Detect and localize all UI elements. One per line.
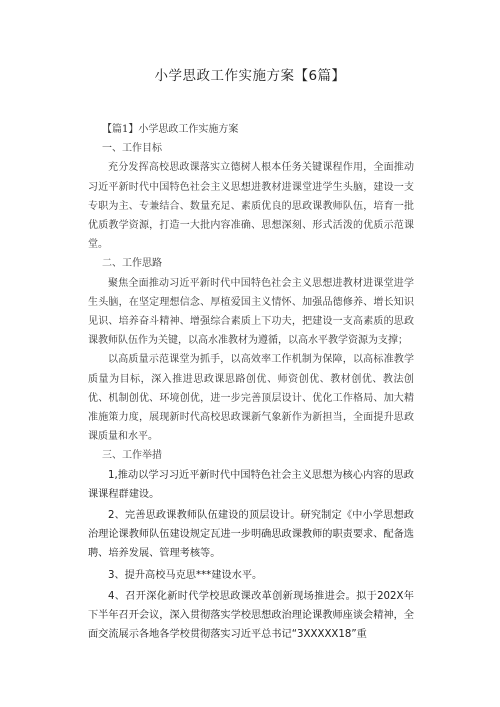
paragraph-approach-1: 聚焦全面推动习近平新时代中国特色社会主义思想进教材进课堂进学生头脑，在坚定理想信念、厚植爱国主义情怀、加强品德修养、增长知识见识、培养奋斗精神、增强综合素质上下功夫，把建设一支高素质的思政课教师队伍作为关键，以高水准教材为遵循，以高水平教学资源为支撑； <box>88 277 414 347</box>
section-heading-approach: 二、工作思路 <box>102 258 162 270</box>
measure-item-1: 1,推动以学习习近平新时代中国特色社会主义思想为核心内容的思政课课程群建设。 <box>88 469 414 500</box>
section-heading-article-1: 【篇1】小学思政工作实施方案 <box>102 124 239 135</box>
document-title: 小学思政工作实施方案【6篇】 <box>154 68 346 84</box>
section-heading-goals: 一、工作目标 <box>102 143 162 155</box>
measure-item-4: 4、召开深化新时代学校思政课改革创新现场推进会。拟于202X年下半年召开会议，深入贯彻落实学校思想政治理论课教师座谈会精神，全面交流展示各地各学校贯彻落实习近平总书记“3XXXXX18”重 <box>88 590 414 641</box>
paragraph-approach-2: 以高质量示范课堂为抓手，以高效率工作机制为保障，以高标准教学质量为目标，深入推进思政课思路创优、师资创优、教材创优、教法创优、机制创优、环境创优，进一步完善顶层设计、优化工作格局、加大精准施策力度，展现新时代高校思政课新气象新作为新担当，全面提升思政课质量和水平。 <box>88 354 414 443</box>
paragraph-goals: 充分发挥高校思政课落实立德树人根本任务关键课程作用，全面推动习近平新时代中国特色社会主义思想进教材进课堂进学生头脑，建设一支专职为主、专兼结合、数量充足、素质优良的思政课教师队伍，培育一批优质教学资源，打造一大批内容准确、思想深刻、形式活泼的优质示范课堂。 <box>88 162 414 251</box>
measure-item-2: 2、完善思政课教师队伍建设的顶层设计。研究制定《中小学思想政治理论课教师队伍建设规定瓦进一步明确思政课教师的职责要求、配备选聘、培养发展、管理考核等。 <box>88 510 414 560</box>
section-heading-measures: 三、工作举措 <box>102 450 162 462</box>
measure-item-3: 3、提升高校马克思***建设水平。 <box>108 569 263 581</box>
document-body <box>88 120 414 644</box>
